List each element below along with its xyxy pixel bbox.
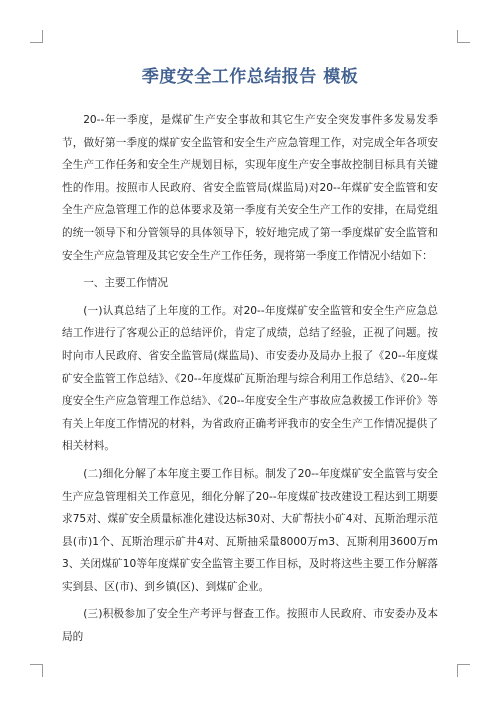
crop-mark-top-left <box>30 30 43 43</box>
document-body <box>62 109 438 654</box>
intro-paragraph: 20--年一季度，是煤矿生产安全事故和其它生产安全突发事件多发易发季节，做好第一季度的煤矿安全监管和安全生产应急管理工作，对完成全年各项安全生产工作任务和安全生产规划目标，实现年度生产安全事故控制目标具有关键性的作用。按照市人民政府、省安全监管局(煤监局)对20--年煤矿安全监管和安全生产应急管理工作的总体要求及第一季度有关安全生产工作的安排，在局党组的统一领导下和分管领导的具体领导下，较好地完成了第一季度煤矿安全监管和安全生产应急管理及其它安全生产工作任务，现将第一季度工作情况小结如下： <box>62 114 438 262</box>
item-paragraph-1: (一)认真总结了上年度的工作。对20--年度煤矿安全监管和安全生产应急总结工作进行了客观公正的总结评价，肯定了成绩，总结了经验，正视了问题。按时向市人民政府、省安全监管局(煤监局)、市安委办及局办上报了《20--年度煤矿安全监管工作总结》、《20--年度煤矿瓦斯治理与综合利用工作总结》、《20--年度安全生产应急管理工作总结》、《20--年度安全生产事故应急救援工作评价》等有关上年度工作情况的材料，为省政府正确考评我市的安全生产工作情况提供了相关材料。 <box>62 304 438 453</box>
item-paragraph-3: (三)积极参加了安全生产考评与督查工作。按照市人民政府、市安委办及本局的 <box>62 608 438 644</box>
item-paragraph-2: (二)细化分解了本年度主要工作目标。制发了20--年度煤矿安全监管与安全生产应急管理相关工作意见，细化分解了20--年度煤矿技改建设工程达到工期要求75对、煤矿安全质量标准化建设达标30对、大矿帮扶小矿4对、瓦斯治理示范县(市)1个、瓦斯治理示矿井4对、瓦斯抽采量8000万m3、瓦斯利用3600万m3、关闭煤矿10等年度煤矿安全监管主要工作目标，及时将这些主要工作分解落实到县、区(市)、到乡镇(区)、到煤矿企业。 <box>62 467 438 593</box>
crop-mark-bottom-left <box>30 664 43 677</box>
section-heading: 一、主要工作情况 <box>83 277 168 290</box>
crop-mark-top-right <box>457 30 470 43</box>
document-title: 季度安全工作总结报告 模板 <box>141 67 359 87</box>
crop-mark-bottom-right <box>457 664 470 677</box>
